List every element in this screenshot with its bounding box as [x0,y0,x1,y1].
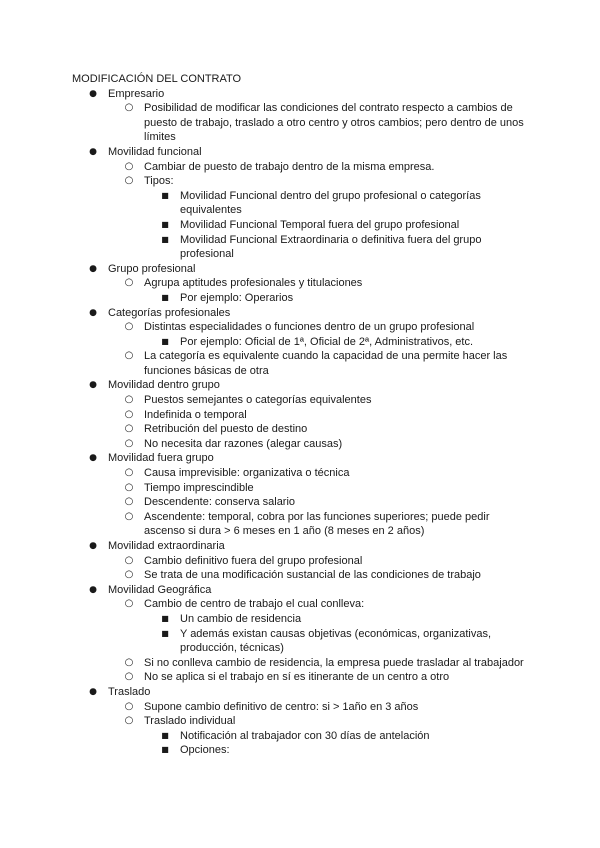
bullet-icon: ● [89,380,97,391]
section-label: Empresario [108,87,165,100]
section-item [72,583,532,598]
sub-item-text: No se aplica si el trabajo en sí es itinerante de un centro a otro [144,671,450,684]
detail-item-text: Movilidad Funcional Temporal fuera del grupo profesional [180,218,460,231]
section-item [72,378,532,393]
sub-item-text: Retribución del puesto de destino [144,423,308,436]
document-title: MODIFICACIÓN DEL CONTRATO [72,73,242,85]
bullet-icon: ○ [124,175,134,187]
section-label: Grupo profesional [108,262,196,275]
bullet-icon: ■ [161,219,169,229]
bullet-icon: ■ [161,628,169,638]
sub-item-text: Posibilidad de modificar las condiciones del contrato respecto a cambios de puesto de trabajo, traslado a otro centro y otros cambios; pero dentro de unos límites [144,102,524,144]
sub-item-text: Cambiar de puesto de trabajo dentro de la misma empresa. [144,160,435,173]
outline-list [72,87,532,758]
sub-item-text: Puestos semejantes o categorías equivalentes [144,394,372,407]
sub-item [72,481,532,496]
sub-item-text: Cambio de centro de trabajo el cual conlleva: [144,598,365,611]
bullet-icon: ○ [124,277,134,289]
bullet-icon: ○ [124,394,134,406]
bullet-icon: ■ [161,336,169,346]
detail-item [72,233,532,262]
sub-item [72,276,532,291]
bullet-icon: ● [89,541,97,551]
bullet-icon: ● [89,584,97,595]
bullet-icon: ○ [124,700,134,712]
sub-item [72,393,532,408]
bullet-icon: ● [89,453,97,464]
bullet-icon: ■ [161,292,169,302]
detail-item-text: Y además existan causas objetivas (económicas, organizativas, producción, técnicas) [180,627,492,655]
detail-item [72,218,532,233]
section-item [72,451,532,466]
section-label: Movilidad dentro grupo [108,379,220,392]
section-label: Movilidad extraordinaria [108,540,225,552]
sub-item-text: Causa imprevisible: organizativa o técnica [144,467,350,480]
detail-item [72,612,532,627]
bullet-icon: ○ [124,554,134,566]
bullet-icon: ● [89,88,97,99]
bullet-icon: ● [89,307,97,318]
bullet-icon: ■ [161,730,169,740]
detail-item [72,335,532,350]
bullet-icon: ● [89,146,97,157]
sub-item [72,670,532,685]
sub-item [72,422,532,437]
section-item [72,87,532,102]
detail-item [72,729,532,744]
sub-item [72,597,532,612]
section-item [72,539,532,554]
sub-item-text: Indefinida o temporal [144,408,247,421]
bullet-icon: ○ [124,437,134,449]
bullet-icon: ○ [124,715,134,727]
bullet-icon: ○ [124,481,134,493]
sub-item-text: Tiempo imprescindible [144,481,254,494]
detail-item-text: Movilidad Funcional dentro del grupo profesional o categorías equivalentes [180,189,481,217]
sub-item [72,349,532,378]
bullet-icon: ■ [161,745,169,755]
detail-item [72,291,532,306]
sub-item-text: Tipos: [144,175,174,188]
bullet-icon: ○ [124,102,134,114]
bullet-icon: ○ [124,496,134,508]
bullet-icon: ■ [161,234,169,244]
sub-item-text: Cambio definitivo fuera del grupo profesional [144,554,363,567]
bullet-icon: ■ [161,190,169,200]
sub-item [72,437,532,452]
detail-item-text: Movilidad Funcional Extraordinaria o definitiva fuera del grupo profesional [180,233,482,261]
section-item [72,306,532,321]
bullet-icon: ○ [124,423,134,435]
sub-item-text: Supone cambio definitivo de centro: si > 1año en 3 años [144,700,419,713]
bullet-icon: ○ [124,350,134,362]
section-label: Traslado [108,685,151,698]
sub-item-text: Ascendente: temporal, cobra por las funciones superiores; puede pedir ascenso si dura > 6 meses en 1 año (8 meses en 2 años) [144,510,490,538]
section-item [72,262,532,277]
section-label: Movilidad fuera grupo [108,452,214,465]
bullet-icon: ○ [124,656,134,668]
detail-item [72,189,532,218]
document-page [72,72,532,758]
sub-item-text: La categoría es equivalente cuando la capacidad de una permite hacer las funciones básicas de otra [144,350,508,377]
sub-item [72,510,532,539]
detail-item-text: Por ejemplo: Operarios [180,291,294,304]
sub-item [72,160,532,175]
detail-item-text: Opciones: [180,744,230,757]
sub-item [72,101,532,145]
sub-item-text: Se trata de una modificación sustancial de las condiciones de trabajo [144,569,481,582]
sub-item-text: Distintas especialidades o funciones dentro de un grupo profesional [144,321,475,334]
section-label: Categorías profesionales [108,306,231,319]
bullet-icon: ● [89,686,97,697]
bullet-icon: ○ [124,160,134,172]
sub-item-text: No necesita dar razones (alegar causas) [144,437,343,450]
detail-item-text: Por ejemplo: Oficial de 1ª, Oficial de 2ª, Administrativos, etc. [180,335,474,348]
sub-item-text: Si no conlleva cambio de residencia, la empresa puede trasladar al trabajador [144,656,524,669]
bullet-icon: ○ [124,467,134,479]
bullet-icon: ○ [124,408,134,420]
section-item [72,145,532,160]
detail-item [72,743,532,758]
bullet-icon: ● [89,263,97,274]
section-label: Movilidad funcional [108,145,202,158]
sub-item [72,554,532,569]
detail-item [72,627,532,656]
sub-item-text: Descendente: conserva salario [144,496,296,509]
sub-item-text: Agrupa aptitudes profesionales y titulaciones [144,277,363,290]
sub-item [72,174,532,189]
detail-item-text: Un cambio de residencia [180,612,302,625]
bullet-icon: ■ [161,613,169,623]
sub-item [72,568,532,583]
section-item [72,685,532,700]
sub-item [72,320,532,335]
sub-item [72,714,532,729]
detail-item-text: Notificación al trabajador con 30 días de antelación [180,729,430,742]
sub-item [72,495,532,510]
sub-item-text: Traslado individual [144,715,236,728]
sub-item [72,700,532,715]
bullet-icon: ○ [124,510,134,522]
sub-item [72,408,532,423]
bullet-icon: ○ [124,598,134,610]
sub-item [72,466,532,481]
bullet-icon: ○ [124,671,134,683]
bullet-icon: ○ [124,321,134,333]
section-label: Movilidad Geográfica [108,583,212,596]
sub-item [72,656,532,671]
bullet-icon: ○ [124,569,134,581]
